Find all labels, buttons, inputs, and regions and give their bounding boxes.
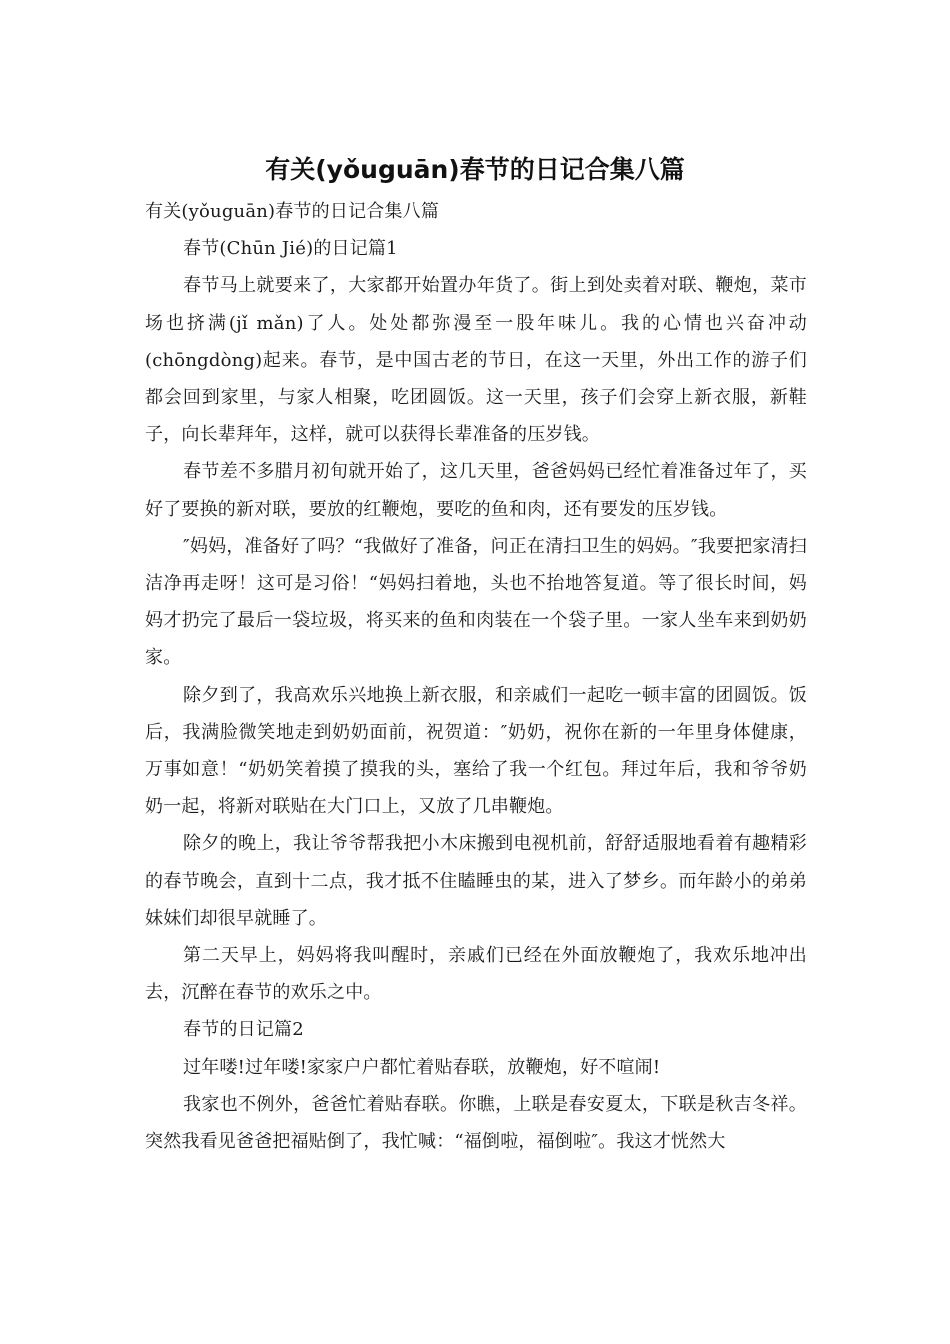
paragraph: 春节差不多腊月初旬就开始了，这几天里，爸爸妈妈已经忙着准备过年了，买好了要换的新对联，要放的红鞭炮，要吃的鱼和肉，还有要发的压岁钱。: [145, 461, 807, 520]
paragraph: ″妈妈，准备好了吗？“我做好了准备，问正在清扫卫生的妈妈。″我要把家清扫洁净再走呀！这可是习俗！“妈妈扫着地，头也不抬地答复道。等了很长时间，妈妈才扔完了最后一袋垃圾，将买来的鱼和肉装在一个袋子里。一家人坐车来到奶奶家。: [145, 535, 807, 669]
paragraph: 除夕的晚上，我让爷爷帮我把小木床搬到电视机前，舒舒适服地看着有趣精彩的春节晚会，直到十二点，我才抵不住瞌睡虫的某，进入了梦乡。而年龄小的弟弟妹妹们却很早就睡了。: [145, 833, 807, 929]
paragraph: 除夕到了，我高欢乐兴地换上新衣服，和亲戚们一起吃一顿丰富的团圆饭。饭后，我满脸微笑地走到奶奶面前，祝贺道：″奶奶，祝你在新的一年里身体健康，万事如意！“奶奶笑着摸了摸我的头，塞给了我一个红包。拜过年后，我和爷爷奶奶一起，将新对联贴在大门口上，又放了几串鞭炮。: [145, 684, 807, 818]
paragraph: 过年喽!过年喽!家家户户都忙着贴春联，放鞭炮，好不喧闹!: [183, 1056, 661, 1078]
document-body: [145, 193, 807, 1160]
document-title: 有关(yǒuguān)春节的日记合集八篇: [265, 155, 685, 184]
document-subtitle: 有关(yǒuguān)春节的日记合集八篇: [145, 201, 440, 222]
section-heading-2: 春节的日记篇2: [183, 1019, 304, 1041]
paragraph: 我家也不例外，爸爸忙着贴春联。你瞧，上联是春安夏太，下联是秋吉冬祥。突然我看见爸爸把福贴倒了，我忙喊：“福倒啦，福倒啦″。我这才恍然大: [145, 1093, 807, 1153]
section-heading-1: 春节(Chūn Jié)的日记篇1: [183, 238, 398, 260]
paragraph: 春节马上就要来了，大家都开始置办年货了。街上到处卖着对联、鞭炮，菜市场也挤满(jǐ mǎn)了人。处处都弥漫至一股年味儿。我的心情也兴奋冲动(chōngdòng)起来。春节，是中国古老的节日，在这一天里，外出工作的游子们都会回到家里，与家人相聚，吃团圆饭。这一天里，孩子们会穿上新衣服，新鞋子，向长辈拜年，这样，就可以获得长辈准备的压岁钱。: [145, 275, 807, 446]
paragraph: 第二天早上，妈妈将我叫醒时，亲戚们已经在外面放鞭炮了，我欢乐地冲出去，沉醉在春节的欢乐之中。: [145, 945, 807, 1004]
